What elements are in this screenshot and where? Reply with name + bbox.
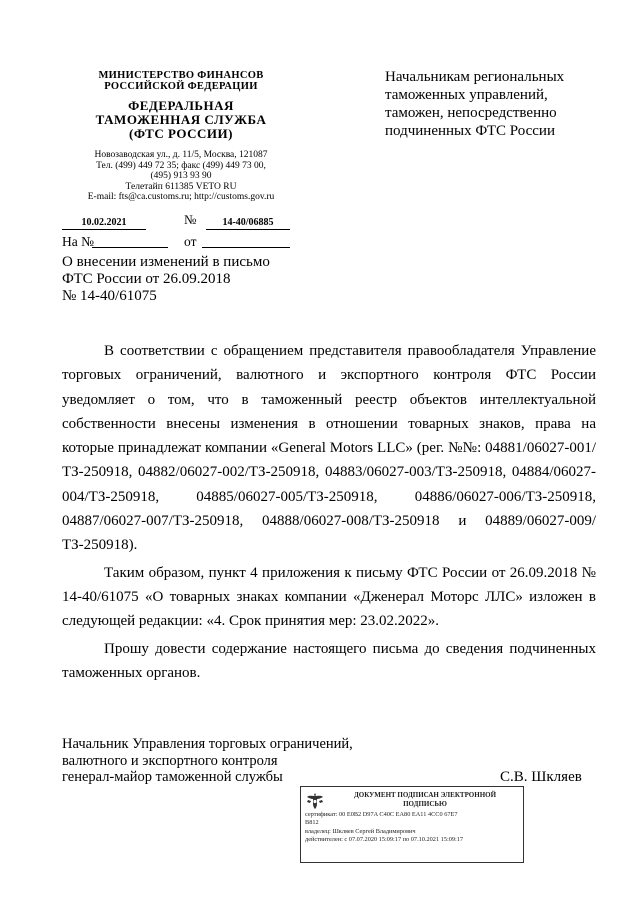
signatory-title-line: Начальник Управления торговых ограничений,: [62, 736, 353, 752]
registration-number: 14-40/06885: [206, 217, 290, 230]
addressee-line: таможен, непосредственно: [385, 105, 557, 121]
registration-date: 10.02.2021: [62, 217, 146, 230]
body-paragraph: В соответствии с обращением представителя правообладателя Управление торговых ограничений, валютного и экспортного контроля ФТС России уведомляет о том, что в таможенный реестр объектов интеллектуальной собственности внесены изменения в отношении товарных знаков, права на которые принадлежат компании «General Motors LLC» (рег. №№: 04881/06027-001/ТЗ-250918, 04882/06027-002/ТЗ-250918, 04883/06027-003/ТЗ-250918, 04884/06027-004/ТЗ-250918, 04885/06027-005/ТЗ-250918, 04886/06027-006/ТЗ-250918, 04887/06027-007/ТЗ-250918, 04888/06027-008/ТЗ-250918 и 04889/06027-009/ТЗ-250918).: [62, 343, 596, 554]
service-name: [62, 99, 300, 141]
address-line: Новозаводская ул., д. 11/5, Москва, 121087: [94, 150, 268, 160]
addressee-line: Начальникам региональных: [385, 69, 565, 85]
stamp-title-line: ПОДПИСЬЮ: [403, 799, 447, 808]
ministry-name: [62, 70, 300, 92]
stamp-validity: действителен: с 07.07.2020 15:09:17 по 07.10.2021 15:09:17: [305, 836, 464, 844]
body-paragraph: Таким образом, пункт 4 приложения к письму ФТС России от 26.09.2018 № 14-40/61075 «О товарных знаках компании «Дженерал Моторс ЛЛС» изложен в следующей редакции: «4. Срок принятия мер: 23.02.2022».: [62, 564, 596, 630]
reference-number-blank: [92, 247, 168, 248]
addressee: [385, 68, 605, 140]
signatory-name: С.В. Шкляев: [500, 769, 582, 785]
service-line: ФЕДЕРАЛЬНАЯ: [128, 98, 234, 113]
stamp-details: [305, 811, 519, 845]
signatory-title: [62, 736, 382, 786]
letter-subject: [62, 254, 322, 305]
service-line: (ФТС РОССИИ): [129, 126, 233, 141]
letterhead: [62, 70, 300, 203]
letter-body: [62, 339, 596, 685]
subject-line: ФТС России от 26.09.2018: [62, 271, 231, 287]
contact-block: [62, 150, 300, 203]
subject-line: О внесении изменений в письмо: [62, 254, 270, 270]
phone-line: Тел. (499) 449 72 35; факс (499) 449 73 00,: [96, 160, 266, 171]
reference-date-label: от: [184, 234, 197, 249]
body-paragraph: Прошу довести содержание настоящего письма до сведения подчиненных таможенных органов.: [62, 640, 596, 681]
addressee-line: подчиненных ФТС России: [385, 123, 555, 139]
addressee-line: таможенных управлений,: [385, 87, 548, 103]
stamp-title-line: ДОКУМЕНТ ПОДПИСАН ЭЛЕКТРОННОЙ: [353, 791, 497, 799]
ministry-line: МИНИСТЕРСТВО ФИНАНСОВ: [98, 70, 264, 81]
stamp-certificate: сертификат: 00 E0B2 D97A C40C EA80 EA11 4CC0 67E7: [305, 811, 458, 818]
electronic-signature-stamp: [300, 786, 524, 863]
signatory-title-line: генерал-майор таможенной службы: [62, 769, 283, 785]
subject-line: № 14-40/61075: [62, 288, 157, 304]
phone-line: (495) 913 93 90: [150, 171, 212, 181]
ministry-line: РОССИЙСКОЙ ФЕДЕРАЦИИ: [104, 81, 258, 92]
reference-number-label: На №: [62, 234, 94, 249]
eagle-emblem-icon: [305, 791, 325, 811]
stamp-title: [331, 791, 519, 808]
service-line: ТАМОЖЕННАЯ СЛУЖБА: [95, 112, 267, 127]
registration-number-label: №: [184, 212, 197, 227]
reference-date-blank: [202, 247, 290, 248]
stamp-certificate-cont: B812: [305, 819, 319, 827]
stamp-owner: владелец: Шкляев Сергей Владимирович: [305, 827, 416, 835]
signatory-title-line: валютного и экспортного контроля: [62, 752, 278, 769]
teletype-line: Телетайп 611385 VETO RU: [125, 181, 237, 192]
email-line: E-mail: fts@ca.customs.ru; http://customs.gov.ru: [87, 192, 275, 202]
